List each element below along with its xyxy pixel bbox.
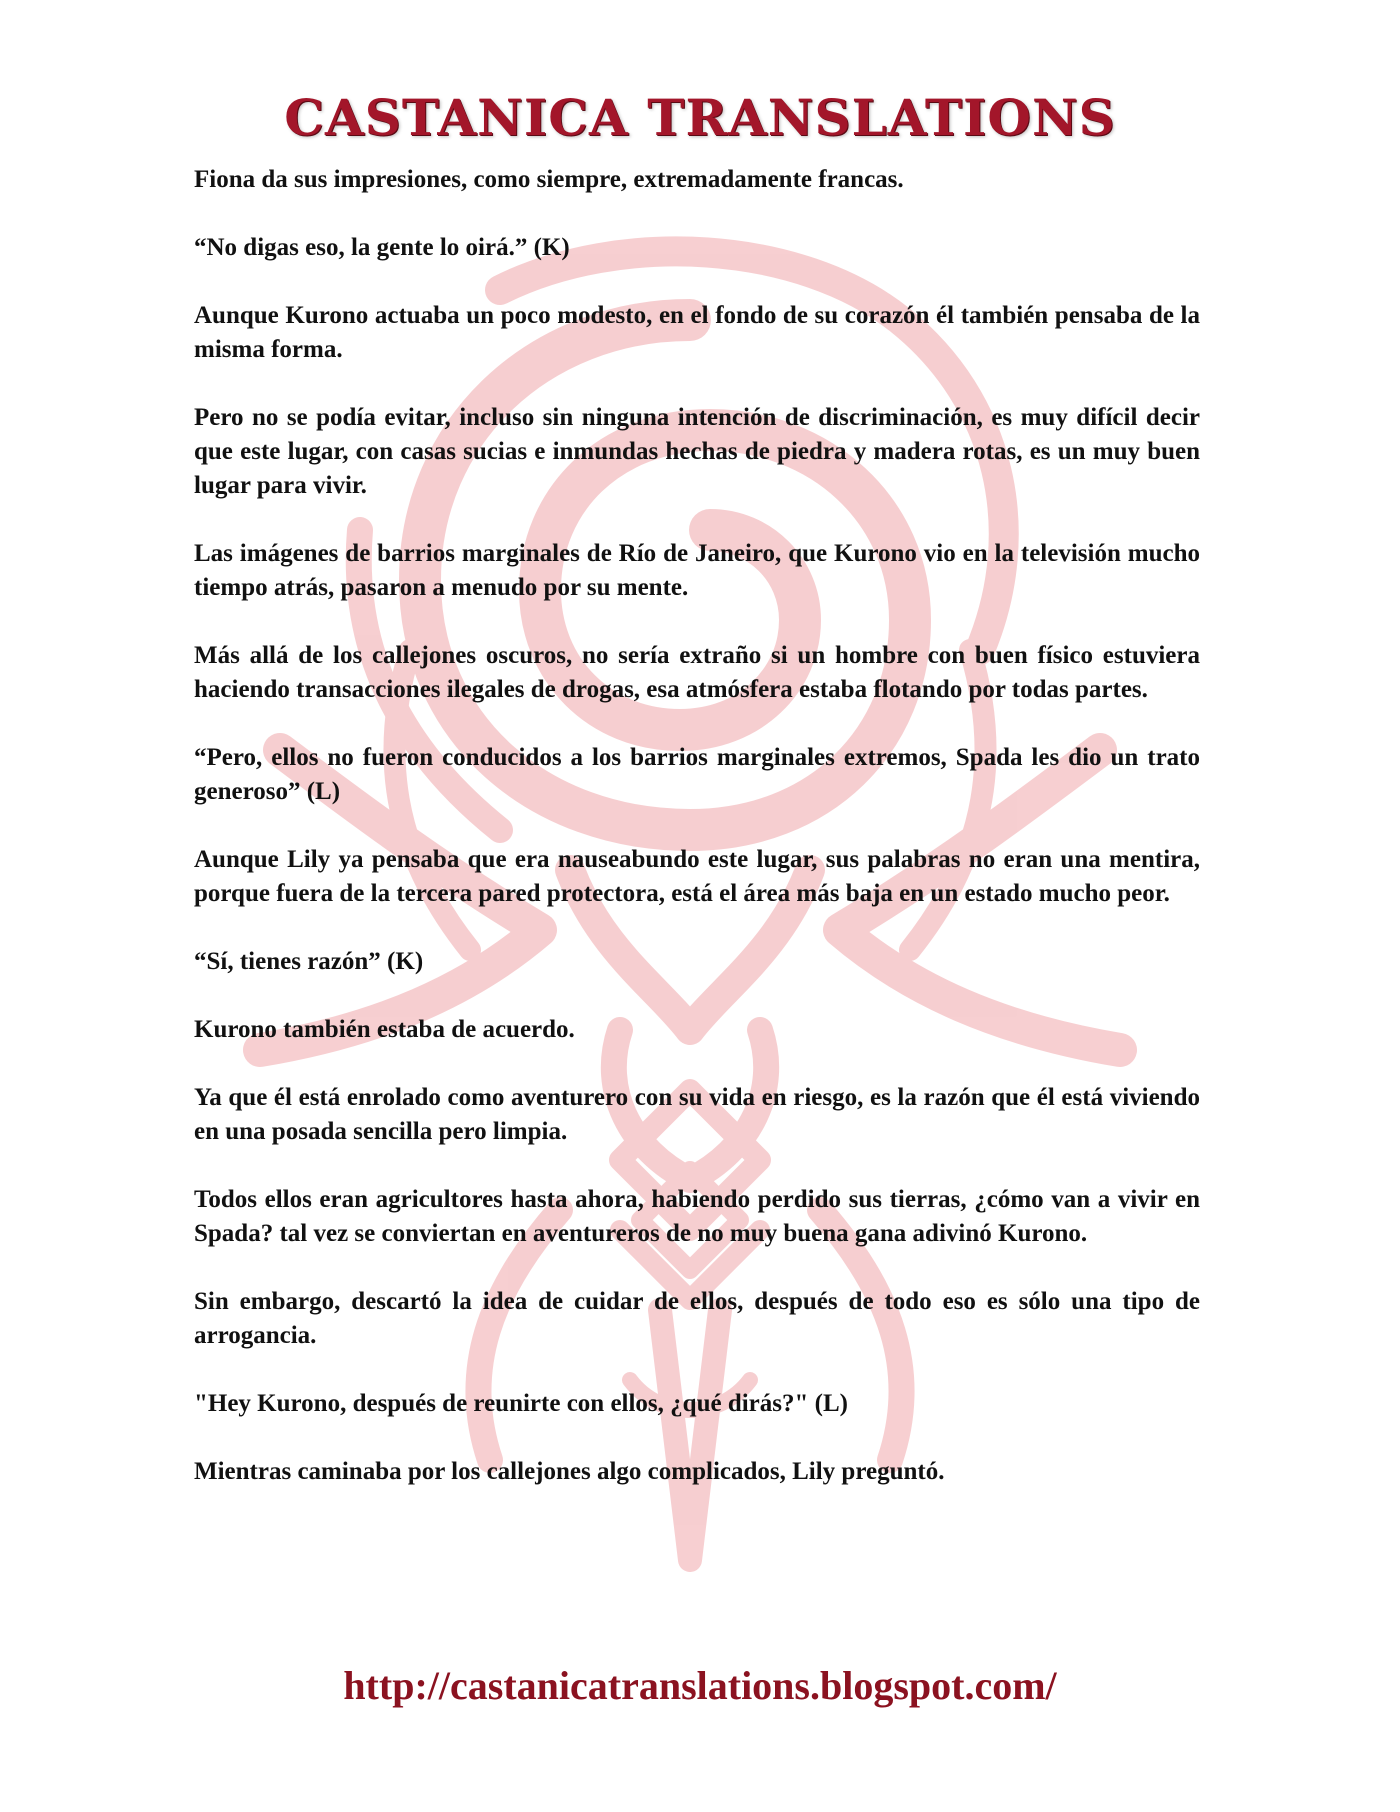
paragraph: "Hey Kurono, después de reunirte con ellos, ¿qué dirás?" (L) (194, 1390, 848, 1417)
paragraph: Mientras caminaba por los callejones algo complicados, Lily preguntó. (194, 1458, 945, 1485)
paragraph: Pero no se podía evitar, incluso sin ninguna intención de discriminación, es muy difícil decir que este lugar, con casas sucias e inmundas hechas de piedra y madera rotas, es un muy buen lugar para vivir. (194, 404, 1200, 499)
paragraph: Aunque Lily ya pensaba que era nauseabundo este lugar, sus palabras no eran una mentira, porque fuera de la tercera pared protectora, está el área más baja en un estado mucho peor. (194, 846, 1200, 907)
paragraph: Las imágenes de barrios marginales de Río de Janeiro, que Kurono vio en la televisión mucho tiempo atrás, pasaron a menudo por su mente. (194, 540, 1200, 601)
paragraph: “Pero, ellos no fueron conducidos a los barrios marginales extremos, Spada les dio un trato generoso” (L) (194, 744, 1200, 805)
paragraph: Más allá de los callejones oscuros, no sería extraño si un hombre con buen físico estuviera haciendo transacciones ilegales de drogas, esa atmósfera estaba flotando por todas partes. (194, 642, 1200, 703)
paragraph: Sin embargo, descartó la idea de cuidar de ellos, después de todo eso es sólo una tipo de arrogancia. (194, 1288, 1200, 1349)
paragraph: “Sí, tienes razón” (K) (194, 948, 424, 975)
paragraph: “No digas eso, la gente lo oirá.” (K) (194, 234, 570, 261)
footer-url-link[interactable]: http://castanicatranslations.blogspot.com/ (343, 1663, 1057, 1708)
page-header-title: CASTANICA TRANSLATIONS (284, 88, 1116, 147)
paragraph: Ya que él está enrolado como aventurero con su vida en riesgo, es la razón que él está viviendo en una posada sencilla pero limpia. (194, 1084, 1200, 1145)
paragraph: Aunque Kurono actuaba un poco modesto, en el fondo de su corazón él también pensaba de la misma forma. (194, 302, 1200, 363)
document-body (194, 163, 1200, 1523)
paragraph: Todos ellos eran agricultores hasta ahora, habiendo perdido sus tierras, ¿cómo van a vivir en Spada? tal vez se conviertan en aventureros de no muy buena gana adivinó Kurono. (194, 1186, 1200, 1247)
paragraph: Fiona da sus impresiones, como siempre, extremadamente francas. (194, 166, 904, 193)
paragraph: Kurono también estaba de acuerdo. (194, 1016, 575, 1043)
